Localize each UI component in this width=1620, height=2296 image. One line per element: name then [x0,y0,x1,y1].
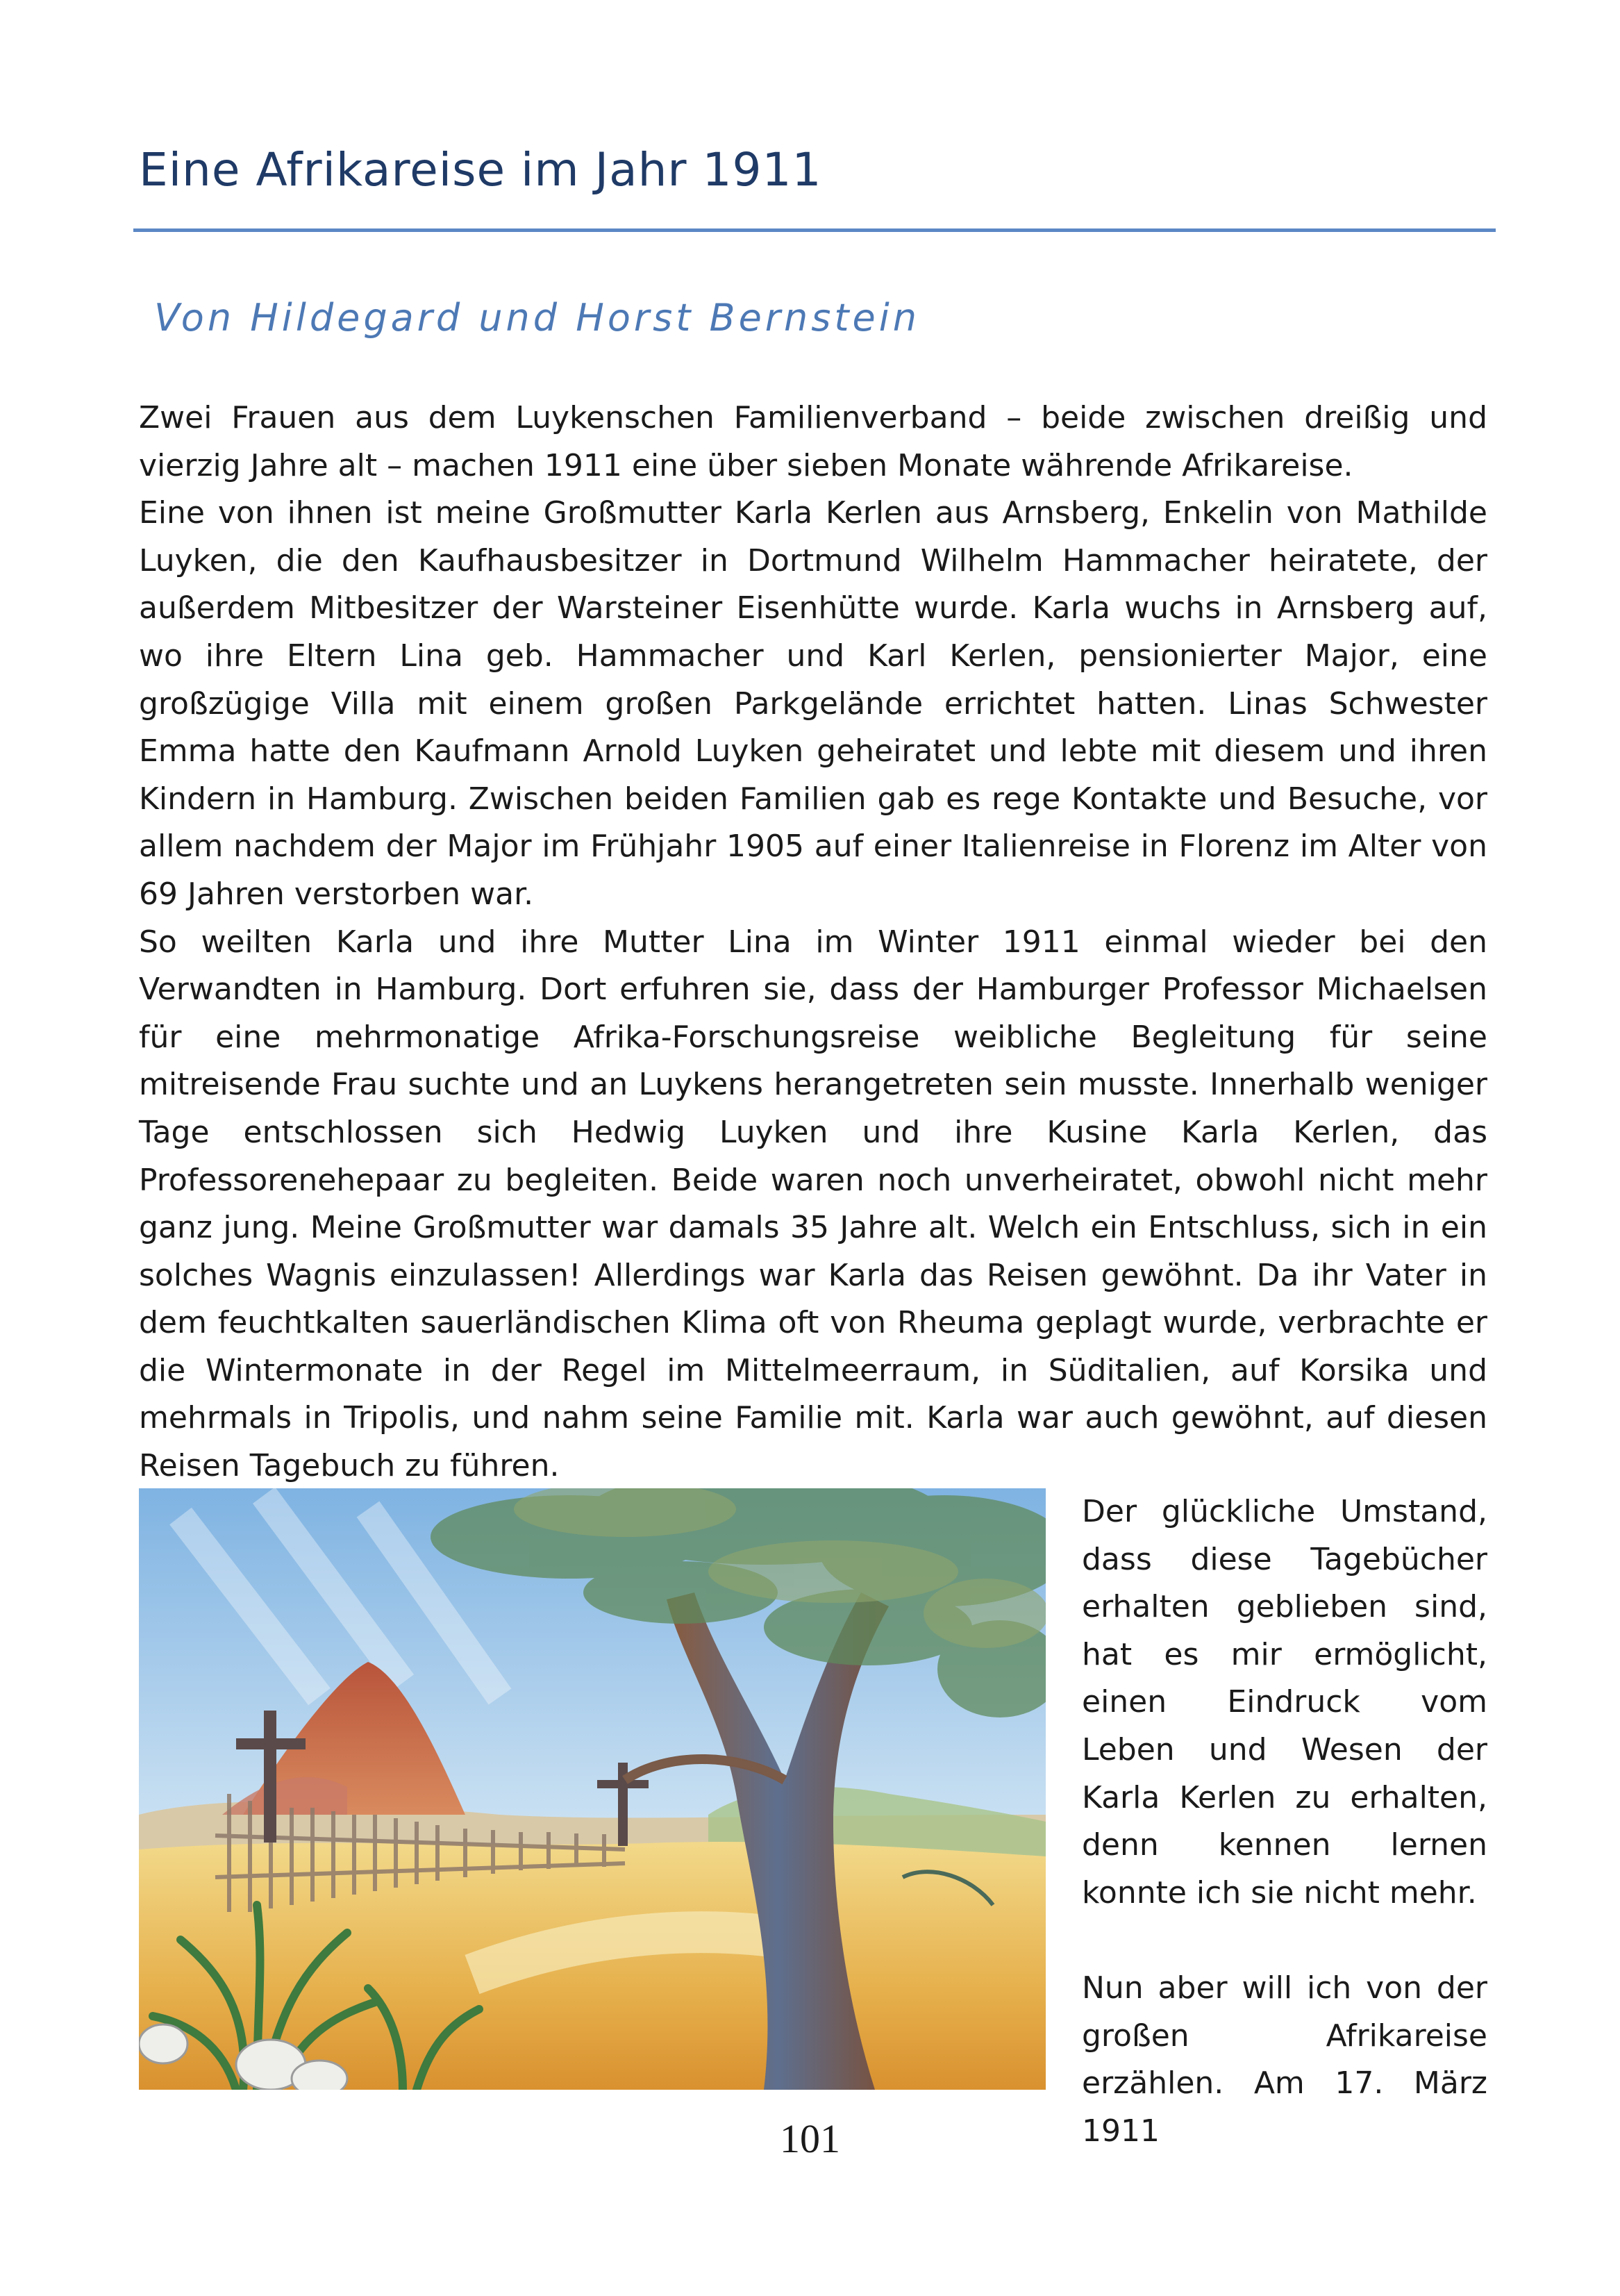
article-body [139,394,1487,1490]
watercolor-illustration [139,1488,1046,2090]
title-divider [133,228,1496,232]
side-column-text [1082,1488,1487,2155]
paragraph: Eine von ihnen ist meine Großmutter Karla Kerlen aus Arnsberg, Enkelin von Mathilde Luyken, die den Kaufhausbesitzer in Dortmund Wilhelm Hammacher heiratete, der außerdem Mitbesitzer der Warsteiner Eisenhütte wurde. Karla wuchs in Arnsberg auf, wo ihre Eltern Lina geb. Hammacher und Karl Kerlen, pensionierter Major, eine großzügige Villa mit einem großen Parkgelände errichtet hatten. Linas Schwester Emma hatte den Kaufmann Arnold Luyken geheiratet und lebte mit diesem und ihren Kindern in Hamburg. Zwischen beiden Familien gab es rege Kontakte und Besuche, vor allem nachdem der Major im Frühjahr 1905 auf einer Italienreise in Florenz im Alter von 69 Jahren verstorben war. [139,495,1487,912]
paragraph: So weilten Karla und ihre Mutter Lina im Winter 1911 einmal wieder bei den Verwandten in Hamburg. Dort erfuhren sie, dass der Hamburger Professor Michaelsen für eine mehrmonatige Afrika-Forschungsreise weibliche Begleitung für seine mitreisende Frau suchte und an Luykens herangetreten sein musste. Innerhalb weniger Tage entschlossen sich Hedwig Luyken und ihre Kusine Karla Kerlen, das Professorenehepaar zu begleiten. Beide waren noch unverheiratet, obwohl nicht mehr ganz jung. Meine Großmutter war damals 35 Jahre alt. Welch ein Entschluss, sich in ein solches Wagnis einzulassen! Allerdings war Karla das Reisen gewöhnt. Da ihr Vater in dem feuchtkalten sauerländischen Klima oft von Rheuma geplagt wurde, verbrachte er die Wintermonate in der Regel im Mittelmeerraum, in Süditalien, auf Korsika und mehrmals in Tripolis, und nahm seine Familie mit. Karla war auch gewöhnt, auf diesen Reisen Tagebuch zu führen. [139,924,1487,1484]
paragraph: Nun aber will ich von der großen Afrikareise erzählen. Am 17. März 1911 [1082,1970,1487,2149]
page-title: Eine Afrikareise im Jahr 1911 [139,143,822,197]
paragraph: Zwei Frauen aus dem Luykenschen Familienverband – beide zwischen dreißig und vierzig Jahre alt – machen 1911 eine über sieben Monate währende Afrikareise. [139,400,1487,483]
paragraph: Der glückliche Umstand, dass diese Tagebücher erhalten geblieben sind, hat es mir ermöglicht, einen Eindruck vom Leben und Wesen der Karla Kerlen zu erhalten, denn kennen lernen konnte ich sie nicht mehr. [1082,1494,1487,1911]
author-byline: Von Hildegard und Horst Bernstein [154,296,920,340]
page-number: 101 [780,2116,840,2161]
